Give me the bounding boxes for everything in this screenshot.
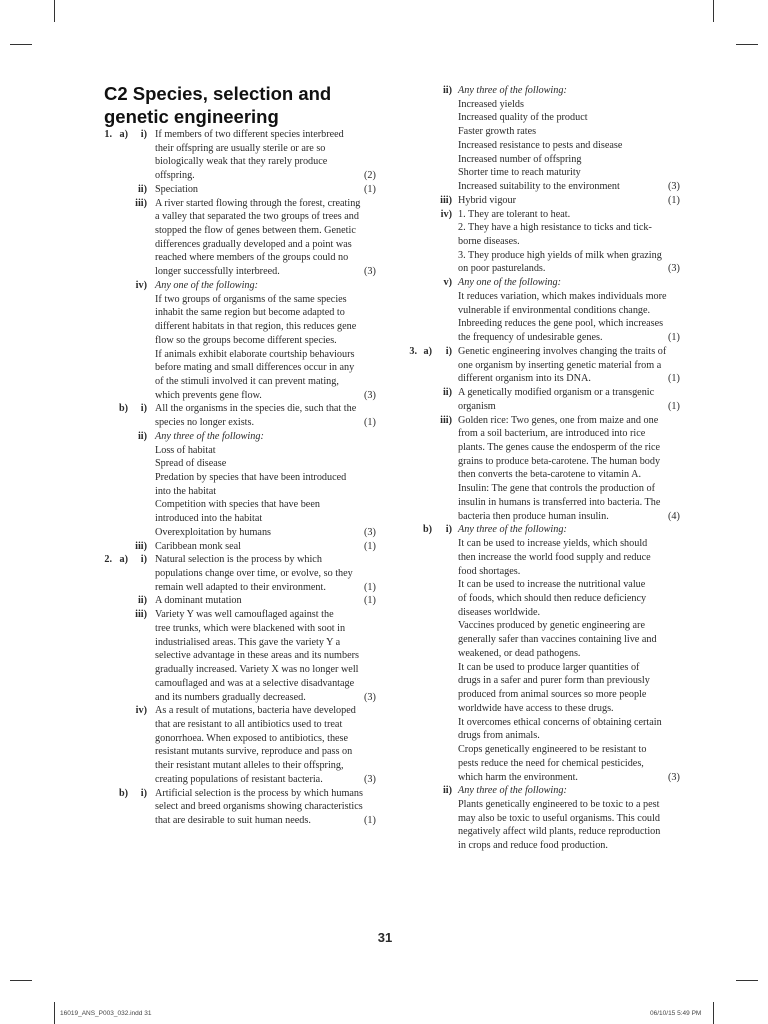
answer-line: If two groups of organisms of the same species (155, 293, 347, 305)
answer-line: Increased yields (458, 98, 524, 110)
page-title: C2 Species, selection and genetic engineering (104, 83, 332, 127)
marks-value: (3) (364, 691, 376, 703)
question-label: iii) (135, 197, 147, 209)
marks-value: (3) (668, 771, 680, 783)
answer-line: weakened, or dead pathogens. (458, 647, 581, 659)
question-label: i) (445, 524, 452, 536)
answer-line: which prevents gene flow. (155, 389, 262, 401)
answer-line: tree trunks, which were blackened with soot in (155, 622, 346, 634)
answer-line: Any three of the following: (458, 85, 567, 96)
footer-file: 16019_ANS_P003_032.indd 31 (60, 1010, 152, 1017)
answer-line: different organism into its DNA. (458, 373, 591, 385)
answer-line: introduced into the habitat (155, 513, 263, 525)
marks-value: (3) (364, 526, 376, 538)
answer-line: inhabit the same region but become adapted to (155, 307, 345, 319)
question-label: i) (140, 403, 147, 415)
answer-line: All the organisms in the species die, such that the (155, 403, 357, 415)
answer-line: flow so the groups become different species. (155, 334, 337, 346)
question-label: ii) (137, 183, 147, 195)
question-label: iv) (440, 208, 452, 220)
answer-line: pests reduce the need for chemical pesticides, (458, 757, 644, 769)
answer-line: grains to produce beta-carotene. The human body (458, 455, 661, 467)
question-label: b) (118, 403, 128, 415)
marks-value: (1) (668, 194, 680, 206)
answer-line: drugs from animals. (458, 730, 540, 742)
answer-line: on poor pasturelands. (458, 263, 546, 275)
answer-line: stopped the flow of genes between them. Genetic (155, 225, 356, 237)
answer-line: from a soil bacterium, are introduced into rice (458, 428, 646, 440)
marks-value: (1) (364, 540, 376, 552)
question-label: iii) (135, 540, 147, 552)
answer-line: that are resistant to all antibiotics used to treat (155, 718, 343, 730)
answer-line: their resistant mutant alleles to their offspring, (155, 760, 344, 772)
page-number: 31 (377, 930, 393, 945)
question-label: 2. (104, 554, 112, 566)
marks-value: (3) (364, 266, 376, 278)
answer-line: Overexploitation by humans (155, 526, 272, 538)
answer-line: reached where members of the groups could no (155, 252, 349, 264)
answer-line: Loss of habitat (155, 444, 216, 456)
answer-line: worldwide have access to these drugs. (458, 702, 614, 714)
answer-line: select and breed organisms showing characteristics (155, 801, 363, 813)
question-label: ii) (137, 430, 147, 442)
answer-line: may also be toxic to useful organisms. This could (458, 812, 660, 824)
answer-line: Any three of the following: (155, 430, 264, 442)
question-label: iv) (135, 705, 147, 717)
question-label: v) (443, 277, 452, 289)
answer-line: Genetic engineering involves changing the traits of (458, 345, 667, 357)
marks-value: (1) (364, 183, 376, 195)
answer-line: Faster growth rates (458, 126, 537, 138)
footer-timestamp: 06/10/15 5:49 PM (650, 1010, 702, 1017)
answer-line: different habitats in that region, this reduces gene (155, 321, 357, 333)
answer-line: diseases worldwide. (458, 606, 541, 618)
answer-line: species no longer exists. (155, 417, 255, 429)
answer-line: biologically weak that they rarely produce (155, 156, 328, 168)
answer-line: of the stimuli involved it can prevent mating, (155, 375, 339, 387)
answer-line: vulnerable if environmental conditions change. (458, 304, 651, 316)
question-label: i) (140, 129, 147, 140)
answer-line: If members of two different species interbreed (155, 129, 344, 140)
answer-line: before mating and small differences occur in any (155, 362, 355, 374)
answer-line: into the habitat (155, 485, 217, 497)
question-label: i) (140, 787, 147, 799)
answer-line: then increase the world food supply and reduce (458, 551, 651, 563)
answer-line: bacteria then produce human insulin. (458, 510, 609, 522)
answer-line: offspring. (155, 170, 195, 182)
question-label: b) (422, 524, 432, 536)
answer-line: generally safer than vaccines containing live and (458, 634, 657, 646)
answer-line: Insulin: The gene that controls the production of (458, 483, 656, 495)
answer-line: Hybrid vigour (458, 194, 517, 206)
question-label: i) (140, 554, 147, 566)
answer-line: the frequency of undesirable genes. (458, 332, 603, 344)
answer-line: one organism by inserting genetic material from a (458, 359, 662, 371)
answer-line: produced from animal sources so more people (458, 689, 647, 701)
answer-line: Natural selection is the process by which (155, 554, 322, 566)
answer-line: and its numbers gradually decreased. (155, 691, 306, 703)
answer-line: Artificial selection is the process by which humans (155, 787, 363, 799)
question-label: iv) (135, 279, 147, 291)
marks-value: (4) (668, 510, 680, 522)
answer-line: Increased suitability to the environment (458, 181, 620, 193)
answer-line: of foods, which should then reduce deficiency (458, 593, 647, 604)
question-label: i) (445, 345, 452, 357)
answer-line: It can be used to increase yields, which should (458, 538, 648, 550)
answer-line: Vaccines produced by genetic engineering are (458, 620, 645, 632)
answer-line: industrialised areas. This gave the variety Y a (155, 636, 341, 648)
answer-line: gonorrhoea. When exposed to antibiotics, these (155, 732, 349, 744)
answer-line: It overcomes ethical concerns of obtaining certain (458, 716, 662, 728)
marks-value: (1) (668, 332, 680, 344)
marks-value: (1) (364, 417, 376, 429)
marks-value: (3) (364, 389, 376, 401)
marks-value: (1) (668, 400, 680, 412)
answer-line: It reduces variation, which makes individuals more (458, 290, 667, 302)
answer-line: their offspring are usually sterile or are so (155, 142, 326, 154)
answer-line: Spread of disease (155, 458, 227, 470)
question-label: iii) (440, 194, 452, 206)
answer-line: Golden rice: Two genes, one from maize and one (458, 414, 659, 426)
question-label: iii) (440, 414, 452, 426)
answer-line: Caribbean monk seal (155, 540, 242, 552)
marks-value: (3) (364, 773, 376, 785)
answer-line: Increased resistance to pests and disease (458, 139, 623, 151)
answer-line: A river started flowing through the forest, creating (155, 197, 361, 209)
answer-line: 1. They are tolerant to heat. (458, 208, 571, 220)
question-label: a) (119, 554, 128, 566)
answer-line: Any one of the following: (155, 279, 258, 291)
answer-line: negatively affect wild plants, reduce reproduction (458, 826, 661, 838)
answer-line: Plants genetically engineered to be toxic to a pest (458, 798, 660, 810)
answer-line: plants. The genes cause the endosperm of the rice (458, 441, 661, 453)
answer-line: drugs in a safer and purer form than previously (458, 675, 650, 687)
question-label: ii) (442, 387, 452, 399)
question-label: 3. (409, 345, 417, 357)
answer-line: longer successfully interbreed. (155, 266, 280, 278)
answer-line: differences gradually developed and a point was (155, 238, 352, 250)
marks-value: (1) (364, 815, 376, 826)
answer-line: Crops genetically engineered to be resistant to (458, 744, 647, 756)
answer-line: organism (458, 400, 496, 412)
marks-value: (3) (668, 181, 680, 193)
answer-line: Variety Y was well camouflaged against the (155, 609, 334, 621)
answer-line: food shortages. (458, 565, 521, 577)
answer-line: It can be used to increase the nutritional value (458, 579, 646, 591)
question-label: 1. (104, 129, 112, 140)
answer-line: remain well adapted to their environment. (155, 581, 326, 593)
answer-line: Competition with species that have been (155, 499, 320, 511)
answer-line: in crops and reduce food production. (458, 840, 608, 852)
answer-line: then converts the beta-carotene to vitamin A. (458, 469, 642, 481)
question-label: a) (423, 345, 432, 357)
answer-line: Any one of the following: (458, 277, 561, 289)
answer-line: borne diseases. (458, 236, 520, 248)
answer-line: Shorter time to reach maturity (458, 167, 581, 179)
answer-line: Increased quality of the product (458, 112, 588, 124)
answer-line: resistant mutants survive, reproduce and pass on (155, 746, 353, 758)
marks-value: (2) (364, 170, 376, 182)
marks-value: (1) (668, 373, 680, 385)
question-label: b) (118, 787, 128, 799)
answer-line: Speciation (155, 183, 199, 195)
answer-line: which harm the environment. (458, 771, 578, 783)
question-label: ii) (442, 85, 452, 96)
answer-line: 3. They produce high yields of milk when grazing (458, 249, 662, 261)
answer-line: creating populations of resistant bacteria. (155, 773, 323, 785)
question-label: iii) (135, 609, 147, 621)
answer-line: 2. They have a high resistance to ticks and tick- (458, 222, 652, 234)
marks-value: (1) (364, 595, 376, 607)
question-label: ii) (442, 785, 452, 797)
answer-line: populations change over time, or evolve, so they (155, 568, 353, 580)
answer-line: a valley that separated the two groups of trees and (155, 211, 359, 223)
answer-line: Inbreeding reduces the gene pool, which increases (458, 318, 664, 330)
answer-line: It can be used to produce larger quantities of (458, 661, 640, 673)
answer-line: A dominant mutation (155, 595, 242, 607)
question-label: a) (119, 129, 128, 140)
answer-line: Predation by species that have been introduced (155, 472, 347, 483)
answer-line: As a result of mutations, bacteria have developed (155, 705, 356, 717)
answer-line: Any three of the following: (458, 524, 567, 536)
answer-line: insulin in humans is transferred into bacteria. The (458, 496, 661, 508)
answer-line: selective advantage in these areas and its numbers (155, 650, 359, 662)
answer-line: camouflaged and was at a selective disadvantage (155, 677, 355, 689)
answer-line: If animals exhibit elaborate courtship behaviours (155, 348, 355, 360)
marks-value: (3) (668, 263, 680, 275)
question-label: ii) (137, 595, 147, 607)
answer-line: A genetically modified organism or a transgenic (458, 387, 655, 399)
answer-line: gradually increased. Variety X was no longer well (155, 664, 359, 676)
answer-line: Any three of the following: (458, 785, 567, 797)
answer-line: Increased number of offspring (458, 153, 582, 165)
marks-value: (1) (364, 581, 376, 593)
answer-line: that are desirable to suit human needs. (155, 815, 311, 826)
